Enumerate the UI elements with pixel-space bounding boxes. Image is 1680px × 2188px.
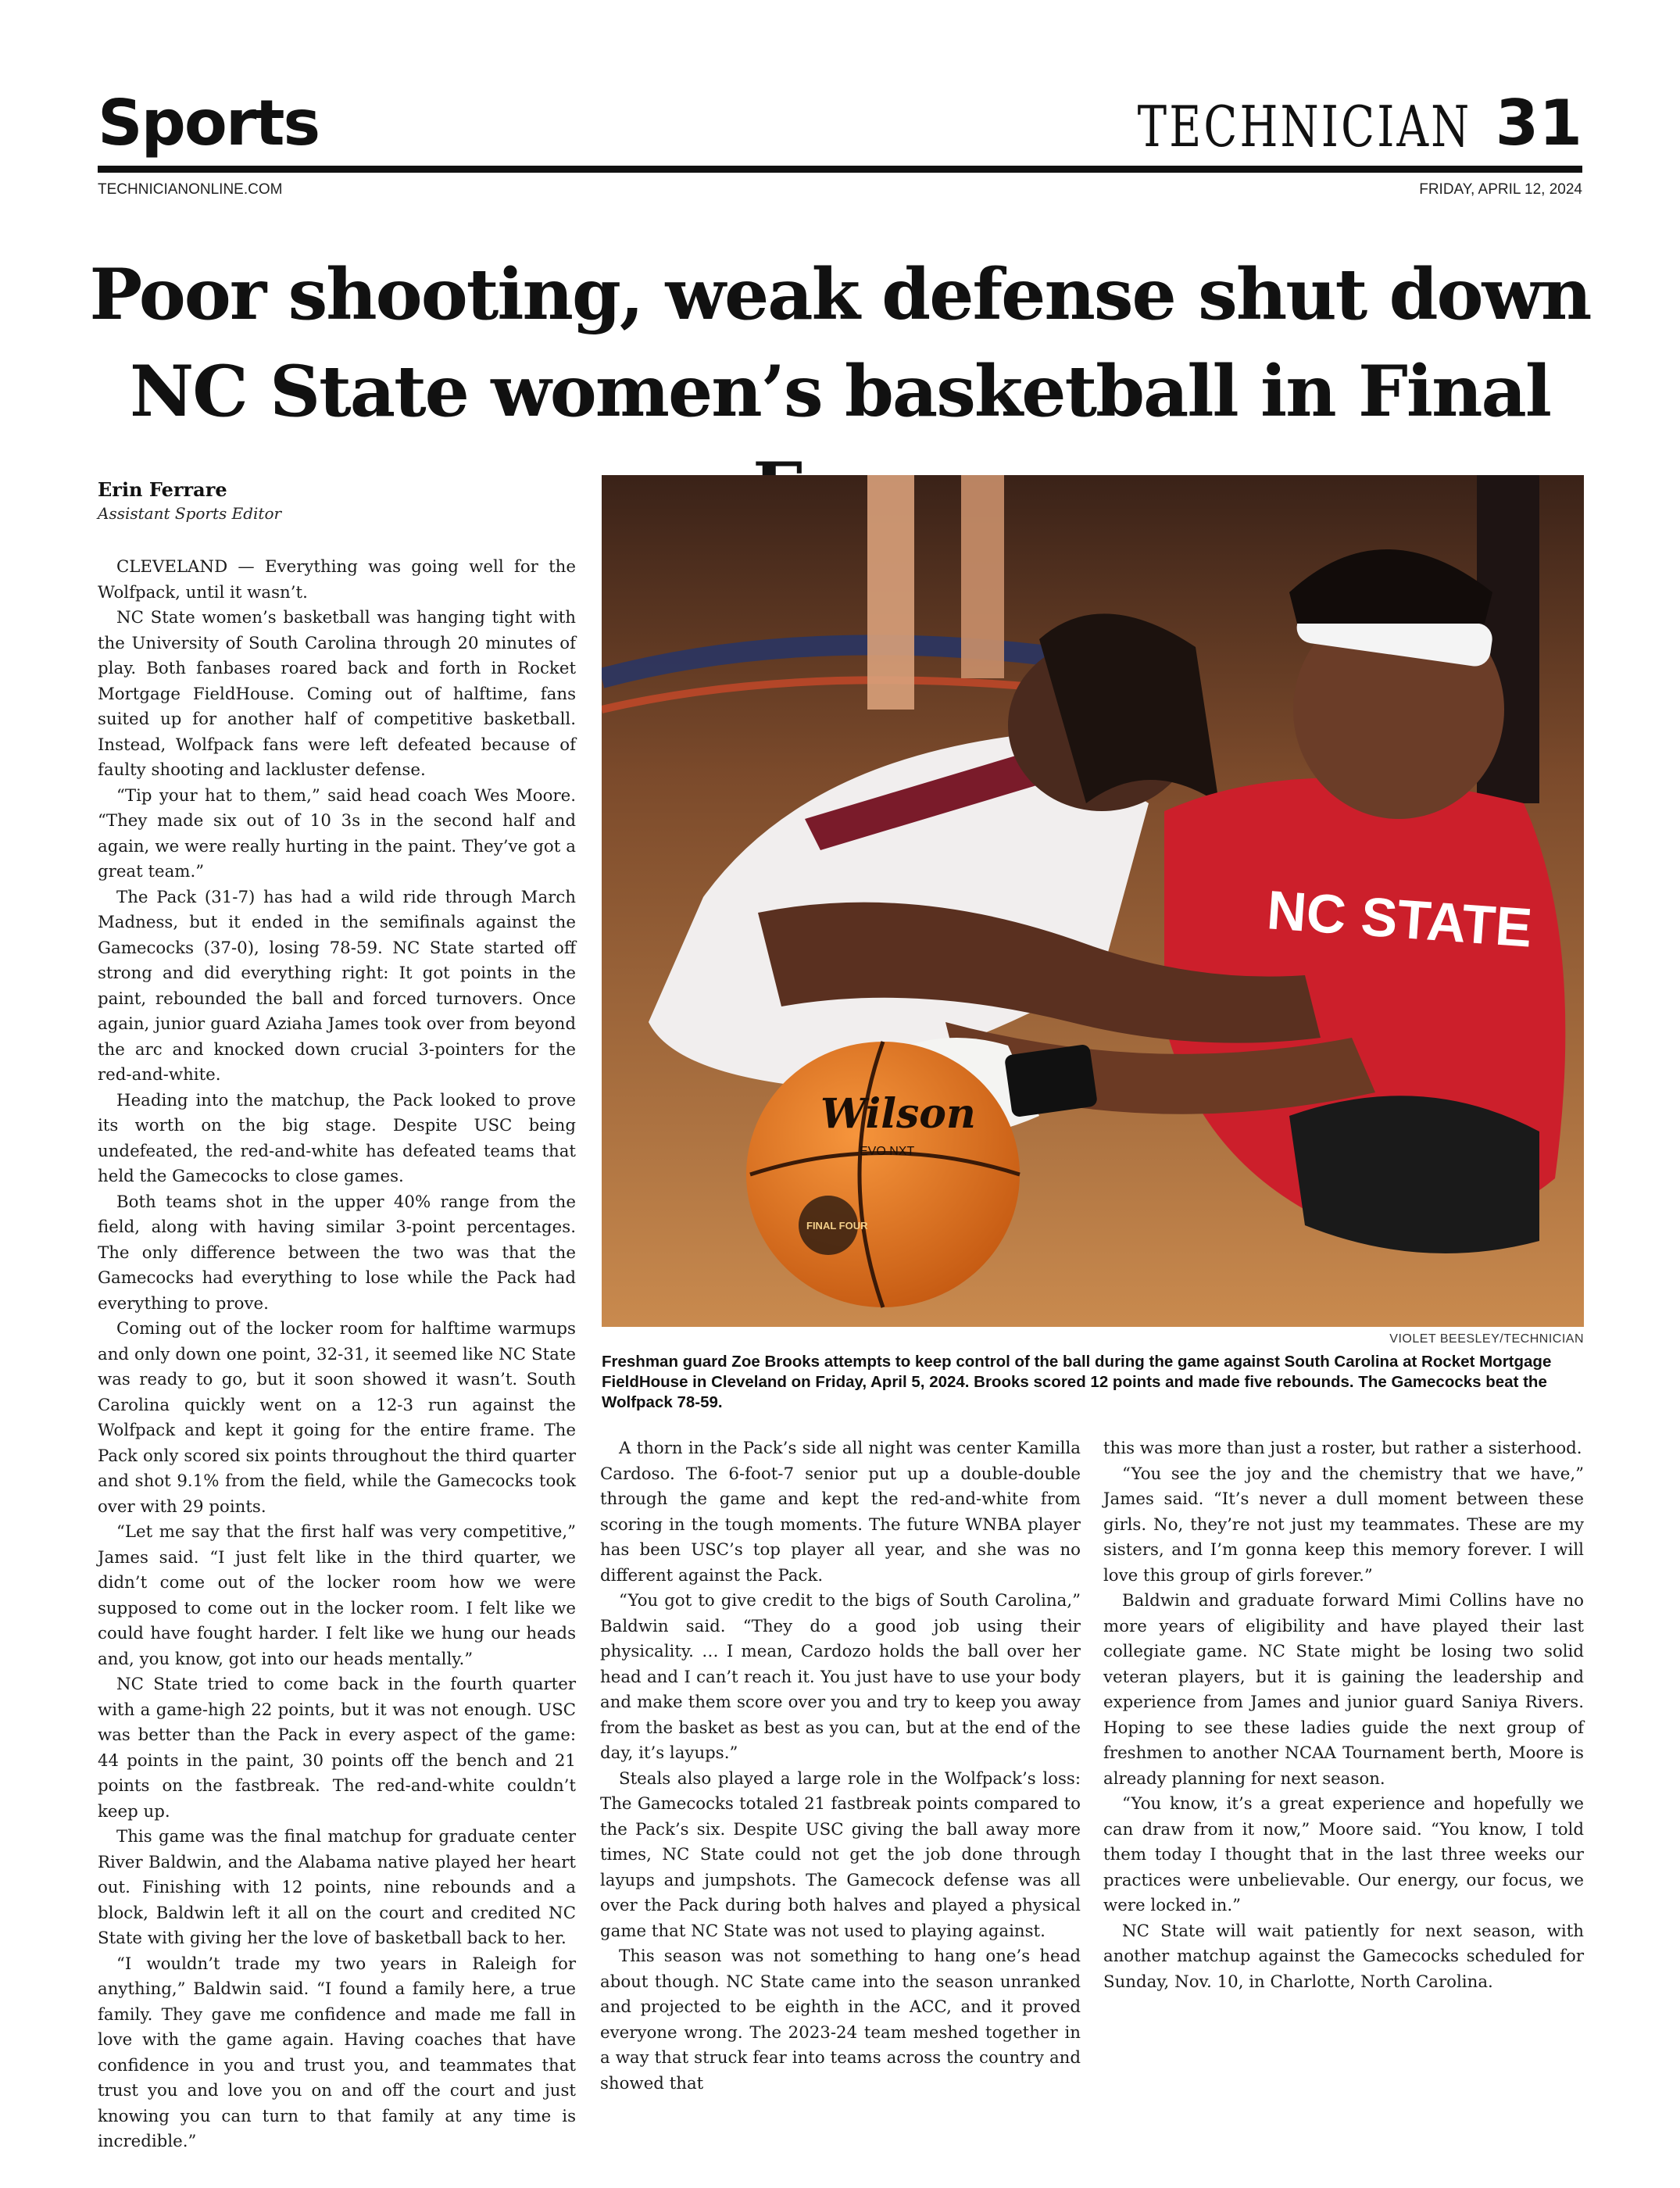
headline-line-1: Poor shooting, weak defense shut down [89, 253, 1591, 336]
article-column-1 [98, 555, 576, 2155]
paragraph: Baldwin and graduate forward Mimi Collins have no more years of eligibility and have played their last collegiate game. NC State might be losing two solid veteran players, but it is gaining the leadership and experience from James and junior guard Saniya Rivers. Hoping to see these ladies guide the next group of freshmen to another NCAA Tournament berth, Moore is already planning for next season. [1103, 1591, 1584, 1789]
photo-caption: Freshman guard Zoe Brooks attempts to keep control of the ball during the game against South Carolina at Rocket Mortgage FieldHouse in Cleveland on Friday, April 5, 2024. Brooks scored 12 points and made five rebounds. The Gamecocks beat the Wolfpack 78-59. [602, 1353, 1552, 1411]
paragraph: The Pack (31-7) has had a wild ride through March Madness, but it ended in the semifinals against the Gamecocks (37-0), losing 78-59. NC State started off strong and did everything right: It got points in the paint, rebounded the ball and forced turnovers. Once again, junior guard Aziaha James took over from beyond the arc and knocked down crucial 3-pointers for the red-and-white. [98, 887, 576, 1085]
paragraph: Both teams shot in the upper 40% range from the field, along with having similar 3-point percentages. The only difference between the two was that the Gamecocks had everything to lose while the Pack had everything to prove. [98, 1192, 576, 1314]
paragraph: NC State will wait patiently for next season, with another matchup against the Gamecocks scheduled for Sunday, Nov. 10, in Charlotte, North Carolina. [1103, 1921, 1584, 1992]
paragraph: CLEVELAND — Everything was going well for the Wolfpack, until it wasn’t. [98, 557, 576, 602]
section-title: Sports [98, 87, 320, 159]
photo-illustration [602, 475, 1584, 1327]
author-name: Erin Ferrare [98, 478, 227, 501]
paragraph: NC State tried to come back in the fourth quarter with a game-high 22 points, but it was not enough. USC was better than the Pack in every aspect of the game: 44 points in the paint, 30 points off the bench and 21 points on the fastbreak. The red-and-white couldn’t keep up. [98, 1675, 576, 1822]
header-rule [98, 166, 1582, 173]
paragraph: Heading into the matchup, the Pack looked to prove its worth on the big stage. Despite USC being undefeated, the red-and-white has defeated teams that held the Gamecocks to close games. [98, 1090, 576, 1186]
page-number: 31 [1495, 87, 1582, 159]
paragraph: “You know, it’s a great experience and hopefully we can draw from it now,” Moore said. “You know, I told them today I thought that in the last three weeks our practices were unbelievable. Our energy, our focus, we were locked in.” [1103, 1794, 1584, 1915]
paragraph: NC State women’s basketball was hanging tight with the University of South Carolina through 20 minutes of play. Both fanbases roared back and forth in Rocket Mortgage FieldHouse. Coming out of halftime, fans suited up for another half of competitive basketball. Instead, Wolfpack fans were left defeated because of faulty shooting and lackluster defense. [98, 608, 576, 780]
masthead [1043, 87, 1582, 159]
paragraph: “You see the joy and the chemistry that we have,” James said. “It’s never a dull moment between these girls. No, they’re not just my teammates. These are my sisters, and I’m gonna keep this memory forever. I will love this group of girls forever.” [1103, 1464, 1584, 1586]
paragraph: “Let me say that the first half was very competitive,” James said. “I just felt like in the third quarter, we didn’t come out of the locker room how we were supposed to come out in the locker room. I felt like we could have fought harder. I felt like we hung our heads and, you know, got into our heads mentally.” [98, 1522, 576, 1669]
paragraph: “You got to give credit to the bigs of South Carolina,” Baldwin said. “They do a good job using their physicality. … I mean, Cardozo holds the ball over her head and I can’t reach it. You just have to use your body and make them score over you and try to keep you away from the basket as best as you can, but at the end of the day, it’s layups.” [600, 1591, 1081, 1763]
paragraph: Steals also played a large role in the Wolfpack’s loss: The Gamecocks totaled 21 fastbreak points compared to the Pack’s six. Despite USC giving the ball away more times, NC State could not get the job done through layups and jumpshots. The Gamecock defense was all over the Pack during both halves and played a physical game that NC State was not used to playing against. [600, 1768, 1081, 1941]
photo-credit: VIOLET BEESLEY/TECHNICIAN [1389, 1332, 1584, 1346]
jersey-text: NC STATE [1264, 879, 1535, 959]
paragraph: This season was not something to hang one’s head about though. NC State came into the season unranked and projected to be eighth in the ACC, and it proved everyone wrong. The 2023-24 team meshed together in a way that struck fear into teams across the country and showed that [600, 1947, 1081, 2093]
article-column-2 [600, 1436, 1081, 2097]
site-url: TECHNICIANONLINE.COM [98, 181, 283, 198]
paragraph: Coming out of the locker room for halftime warmups and only down one point, 32-31, it seemed like NC State was ready to go, but it soon showed it wasn’t. South Carolina quickly went on a 12-3 run against the Wolfpack and kept it going for the entire frame. The Pack only scored six points throughout the third quarter and shot 9.1% from the field, while the Gamecocks took over with 29 points. [98, 1319, 576, 1517]
author-title: Assistant Sports Editor [98, 504, 282, 523]
headline-line-2: NC State women’s basketball in Final [129, 350, 1551, 433]
paragraph-continuation: this was more than just a roster, but rather a sisterhood. [1103, 1439, 1582, 1458]
final-four-text: FINAL FOUR [806, 1220, 868, 1232]
paragraph: “I wouldn’t trade my two years in Raleigh for anything,” Baldwin said. “I found a family here, a true family. They gave me confidence and made me fall in love with the game again. Having coaches that have confidence in you and trust you, and teammates that trust you and love you on and off the court and just knowing you can turn to that family at any time is incredible.” [98, 1954, 576, 2151]
byline [98, 478, 582, 523]
masthead-logo: TECHNICIAN [1137, 94, 1472, 159]
issue-date: FRIDAY, APRIL 12, 2024 [1419, 181, 1582, 198]
paragraph: This game was the final matchup for graduate center River Baldwin, and the Alabama native played her heart out. Finishing with 12 points, nine rebounds and a block, Baldwin left it all on the court and credited NC State with giving her the love of basketball back to her. [98, 1827, 576, 1948]
paragraph: “Tip your hat to them,” said head coach Wes Moore. “They made six out of 10 3s in the second half and again, we were really hurting in the paint. They’ve got a great team.” [98, 785, 576, 881]
ball-model: EVO NXT [860, 1145, 915, 1158]
ball-brand: Wilson [820, 1090, 976, 1138]
article-column-3 [1103, 1436, 1584, 1995]
paragraph: A thorn in the Pack’s side all night was center Kamilla Cardoso. The 6-foot-7 senior put up a double-double through the game and kept the red-and-white from scoring in the tough moments. The future WNBA player has been USC’s top player all year, and she was no different against the Pack. [600, 1439, 1081, 1586]
article-photo [602, 475, 1584, 1327]
